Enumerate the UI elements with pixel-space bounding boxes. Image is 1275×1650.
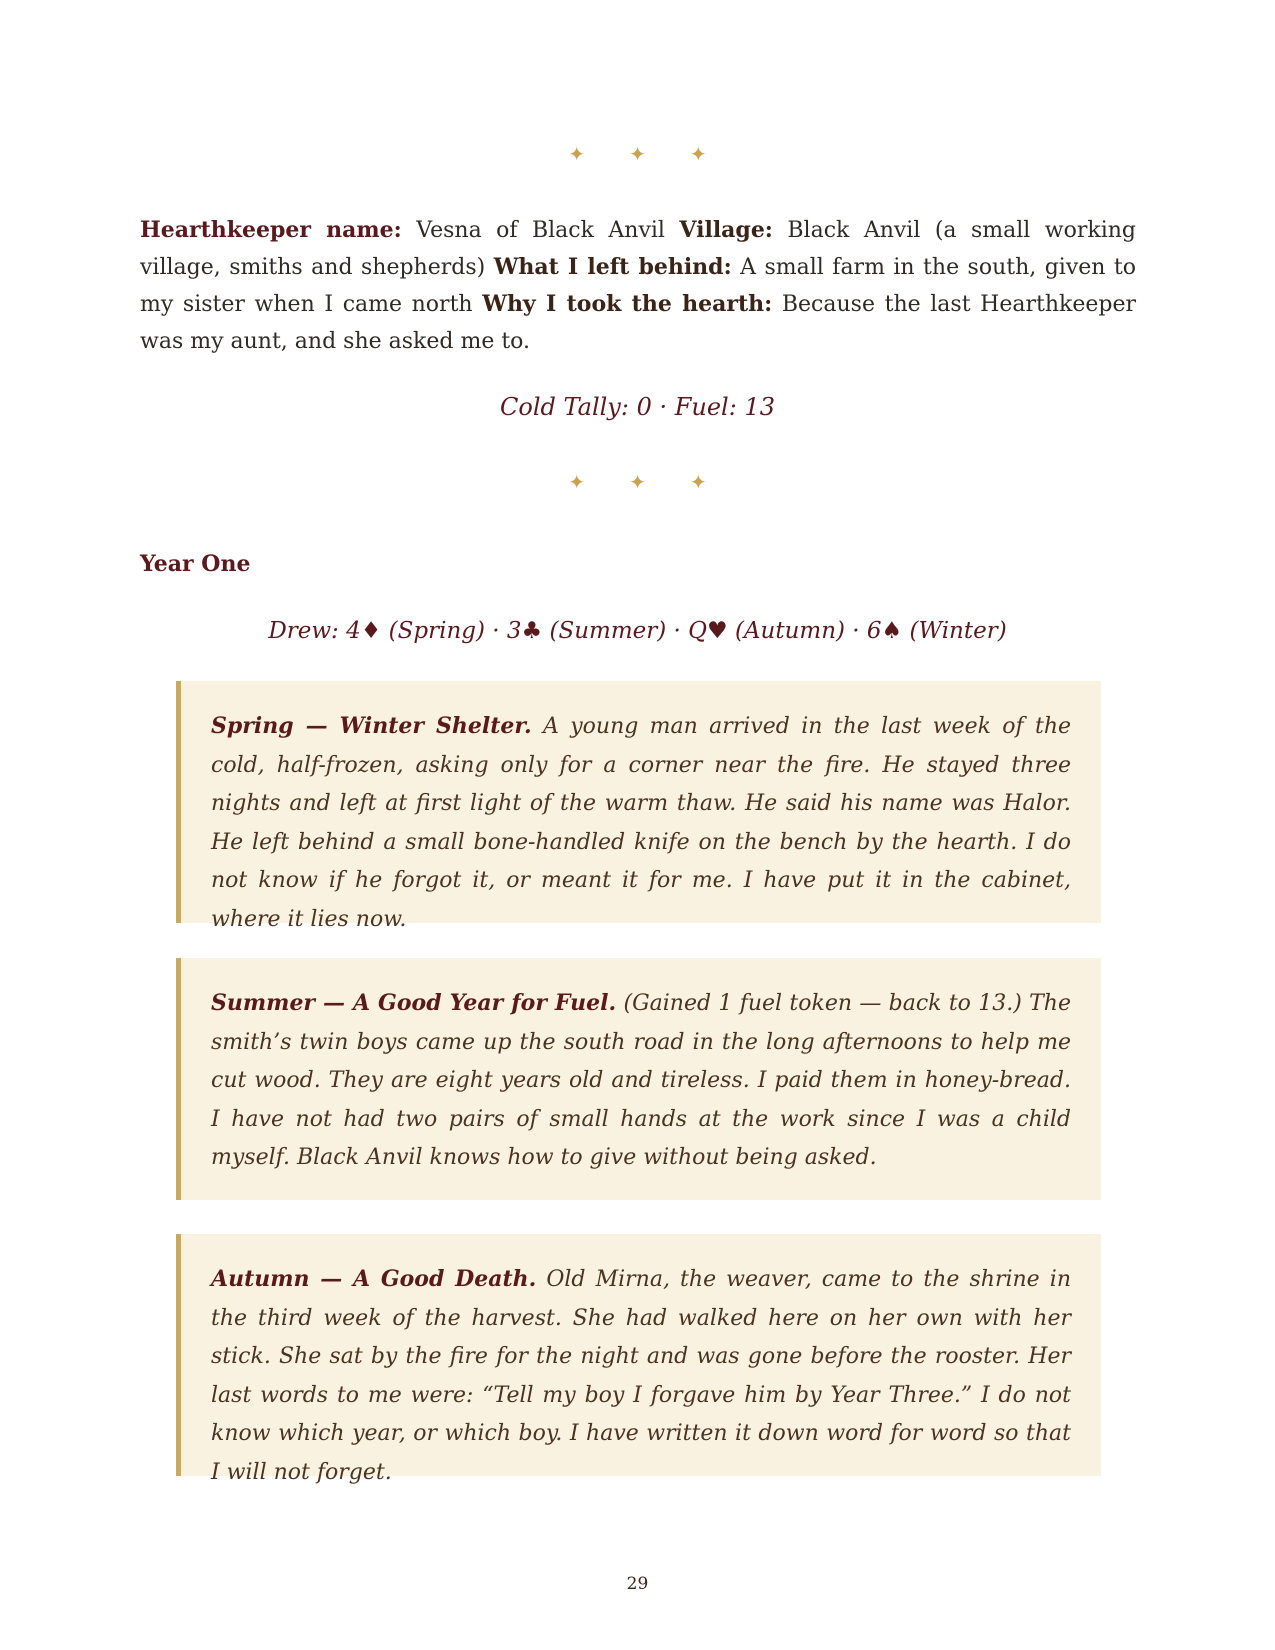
village-value: Black Anvil (a small working village, smiths and shepherds): [140, 218, 1136, 280]
star-icon: ✦: [689, 142, 707, 166]
season-entry-text: [211, 984, 1071, 1178]
year-heading: Year One: [140, 551, 251, 577]
season-entry-text: [211, 1260, 1071, 1492]
season-entry-body: Old Mirna, the weaver, came to the shrine in the third week of the harvest. She had walked here on her own with her stick. She sat by the fire for the night and was gone before the rooster. Her last words to me were: “Tell my boy I forgave him by Year Three.” I do not know which year, or which boy. I have written it down word for word so that I will not forget.: [211, 1267, 1071, 1485]
season-entry-text: [211, 707, 1071, 939]
hearthkeeper-value: Vesna of Black Anvil: [416, 218, 665, 243]
why-value: Because the last Hearthkeeper was my aunt, and she asked me to.: [140, 292, 1137, 354]
star-icon: ✦: [629, 142, 646, 166]
season-entry-summer: [176, 958, 1101, 1200]
left-behind-label: What I left behind:: [493, 254, 732, 280]
drew-cards: Drew: 4♦ (Spring) · 3♣ (Summer) · Q♥ (Autumn) · 6♠ (Winter): [268, 618, 1007, 644]
star-icon: ✦: [629, 470, 646, 494]
hearthkeeper-label: Hearthkeeper name:: [140, 217, 402, 243]
star-icon: ✦: [568, 142, 586, 166]
hearthkeeper-intro: [140, 212, 1136, 360]
cold-tally-fuel: Cold Tally: 0 · Fuel: 13: [500, 393, 775, 421]
ornament-divider-middle: [0, 470, 1275, 494]
star-icon: ✦: [568, 470, 586, 494]
ornament-divider-top: [0, 142, 1275, 166]
page-number: 29: [626, 1574, 649, 1594]
star-icon: ✦: [689, 470, 707, 494]
left-behind-value: A small farm in the south, given to my sister when I came north: [140, 255, 1136, 317]
season-entry-autumn: [176, 1234, 1101, 1485]
season-entry-body: A young man arrived in the last week of the cold, half-frozen, asking only for a corner near the fire. He stayed three nights and left at first light of the warm thaw. He said his name was Halor. He left behind a small bone-handled knife on the bench by the hearth. I do not know if he forgot it, or meant it for me. I have put it in the cabinet, where it lies now.: [211, 714, 1072, 932]
village-label: Village:: [679, 217, 773, 243]
season-entry-title: Autumn — A Good Death.: [211, 1266, 537, 1292]
season-entry-title: Summer — A Good Year for Fuel.: [211, 990, 617, 1016]
why-label: Why I took the hearth:: [482, 291, 773, 317]
season-entry-spring: [176, 681, 1101, 932]
season-entry-title: Spring — Winter Shelter.: [211, 713, 532, 739]
season-entry-body: (Gained 1 fuel token — back to 13.) The smith’s twin boys came up the south road in the long afternoons to help me cut wood. They are eight years old and tireless. I paid them in honey-bread. I have not had two pairs of small hands at the work since I was a child myself. Black Anvil knows how to give without being asked.: [211, 991, 1071, 1170]
